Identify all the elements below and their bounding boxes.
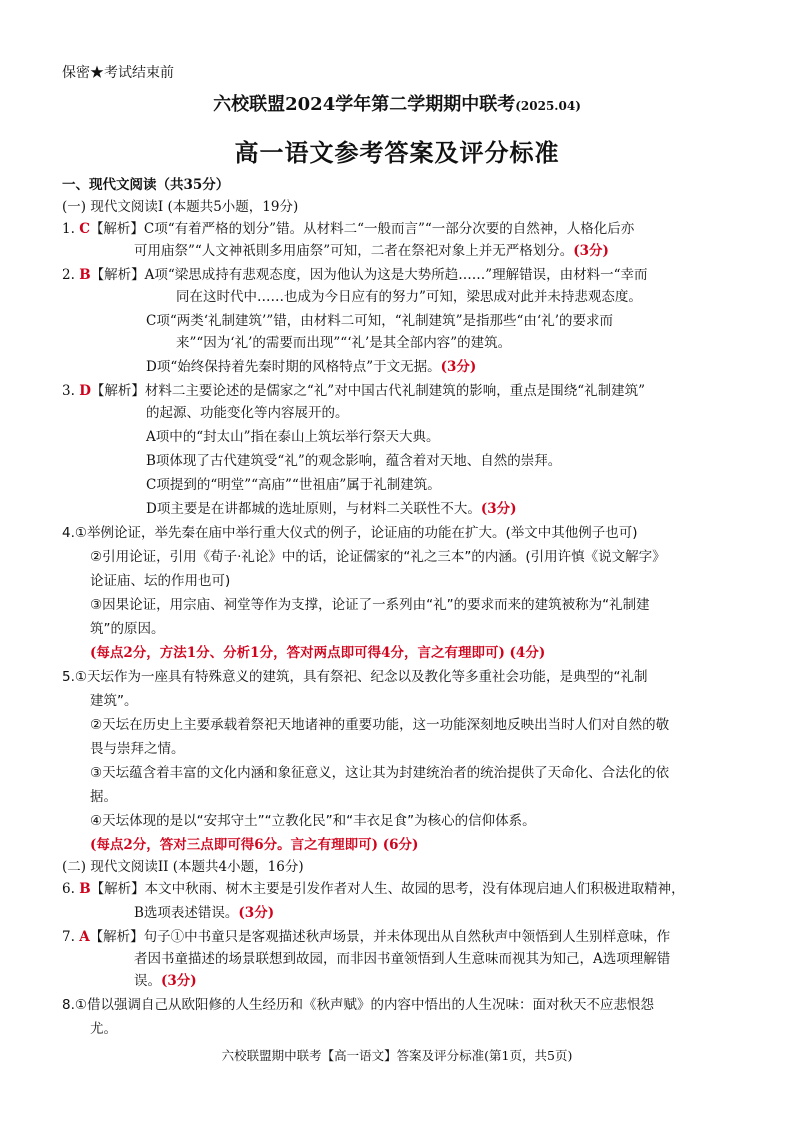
q5-line6: 据。 — [90, 789, 117, 805]
q2-line1: 2. B【解析】A项“梁思成持有悲观态度，因为他认为这是大势所趋……”理解错误，由材料一“幸而 — [62, 267, 648, 283]
q6-line2: B选项表述错误。(3分) — [134, 905, 275, 921]
q7-line2: 者因书童描述的场景联想到故园，而非因书童领悟到人生意味而视其为知己，A选项理解错 — [134, 951, 671, 967]
q5-line1: 5.①天坛作为一座具有特殊意义的建筑，具有祭祀、纪念以及教化等多重社会功能，是典型的“礼制 — [62, 669, 648, 685]
q4-line1: 4.①举例论证，举先秦在庙中举行重大仪式的例子，论证庙的功能在扩大。(举文中其他例子也可) — [62, 525, 638, 541]
exam-date: (2025.04) — [515, 99, 581, 113]
q1-score: (3分) — [573, 243, 609, 259]
page-title: 高一语文参考答案及评分标准 — [234, 138, 560, 167]
q5-line7: ④天坛体现的是以“安邦守土”“立教化民”和“丰衣足食”为核心的信仰体系。 — [90, 813, 536, 829]
q2-line3: C项“两类‘礼制建筑’”错，由材料二可知，“礼制建筑”是指那些“由‘礼’的要求而 — [146, 313, 614, 329]
q1-line2: 可用庙祭”“人文神祇則多用庙祭”可知，二者在祭祀对象上并无严格划分。(3分) — [134, 243, 609, 259]
q4-line3: 论证庙、坛的作用也可) — [90, 573, 231, 589]
q2-answer: B — [79, 267, 91, 283]
q8-line2: 尤。 — [90, 1021, 117, 1037]
confidential-label: 保密★考试结束前 — [62, 65, 174, 81]
q6-line1: 6. B【解析】本文中秋雨、树木主要是引发作者对人生、故园的思考，没有体现启迪人们积极进取精神， — [62, 881, 685, 897]
q3-score: (3分) — [480, 501, 517, 517]
q5-line2: 建筑”。 — [90, 693, 138, 709]
q5-line5: ③天坛蕴含着丰富的文化内涵和象征意义，这让其为封建统治者的统治提供了天命化、合法化的依 — [90, 765, 670, 781]
q3-line3: A项中的“封太山”指在泰山上筑坛举行祭天大典。 — [146, 429, 440, 445]
q7-line1: 7. A【解析】句子①中书童只是客观描述秋声场景，并未体现出从自然秋声中领悟到人生别样意味，作 — [62, 929, 671, 945]
q3-line6: D项主要是在讲都城的选址原则，与材料二关联性不大。(3分) — [146, 501, 517, 517]
exam-title: 六校联盟2024学年第二学期期中联考(2025.04) — [213, 94, 581, 115]
q2-line2: 同在这时代中……也成为今日应有的努力”可知，梁思成对此并未持悲观态度。 — [176, 289, 642, 305]
q5-score: (每点2分，答对三点即可得6分。言之有理即可) (6分) — [90, 837, 419, 853]
q3-line4: B项体现了古代建筑受“礼”的观念影响，蕴含着对天地、自然的崇拜。 — [146, 453, 562, 469]
q3-line2: 的起源、功能变化等内容展开的。 — [146, 405, 349, 421]
q3-answer: D — [79, 383, 91, 399]
q8-line1: 8.①借以强调自己从欧阳修的人生经历和《秋声赋》的内容中悟出的人生况味：面对秋天不应悲恨怨 — [62, 997, 654, 1013]
q1-line1: 1. C【解析】C项“有着严格的划分”错。从材料二“一般而言”“一部分次要的自然神，人格化后亦 — [62, 221, 635, 237]
q4-score: (每点2分，方法1分、分析1分，答对两点即可得4分，言之有理即可) (4分) — [90, 645, 546, 661]
q5-line3: ②天坛在历史上主要承载着祭祀天地诸神的重要功能，这一功能深刻地反映出当时人们对自然的敬 — [90, 717, 670, 733]
subsection-heading: (一) 现代文阅读I (本题共5小题，19分) — [62, 199, 299, 215]
subsection-heading-2: (二) 现代文阅读II (本题共4小题，16分) — [62, 859, 304, 875]
q6-score: (3分) — [238, 905, 275, 921]
q2-line5: D项“始终保持着先秦时期的风格特点”于文无据。(3分) — [146, 359, 477, 375]
q2-score: (3分) — [440, 359, 477, 375]
q4-line2: ②引用论证，引用《荀子·礼论》中的话，论证儒家的“礼之三本”的内涵。(引用许慎《说文解字》 — [90, 549, 666, 565]
q2-line4: 来”“因为‘礼’的需要而出现”“‘礼’是其全部内容”的建筑。 — [176, 335, 512, 351]
page-footer: 六校联盟期中联考【高一语文】答案及评分标准(第1页，共5页) — [221, 1048, 573, 1063]
q7-line3: 误。(3分) — [134, 973, 197, 989]
q7-score: (3分) — [161, 973, 197, 989]
q4-line4: ③因果论证，用宗庙、祠堂等作为支撑，论证了一系列由“礼”的要求而来的建筑被称为“礼制建 — [90, 597, 650, 613]
q5-line4: 畏与崇拜之情。 — [90, 741, 185, 757]
q3-line5: C项提到的“明堂”“高庙”“世祖庙”属于礼制建筑。 — [146, 477, 441, 493]
q1-answer: C — [79, 221, 90, 237]
q3-line1: 3. D【解析】材料二主要论述的是儒家之“礼”对中国古代礼制建筑的影响，重点是围绕“礼制建筑” — [62, 383, 646, 399]
q6-answer: B — [79, 881, 91, 897]
q4-line5: 筑”的原因。 — [90, 621, 165, 637]
q7-answer: A — [79, 929, 90, 945]
section-heading: 一、现代文阅读（共35分） — [62, 177, 230, 193]
